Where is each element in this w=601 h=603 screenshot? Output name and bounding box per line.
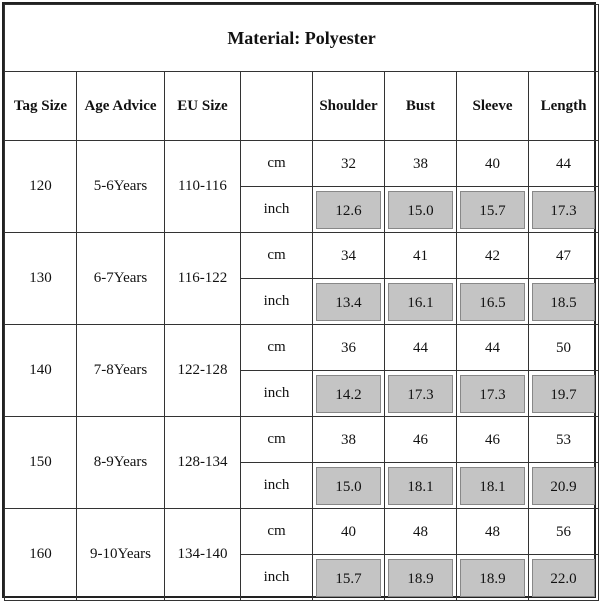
inch-value: 14.2 [316, 375, 381, 413]
cm-value: 48 [413, 523, 428, 540]
unit-cm-cell: cm [241, 141, 313, 187]
cm-value: 50 [556, 339, 572, 356]
header-age-advice: Age Advice [77, 72, 165, 141]
cm-value: 36 [341, 339, 356, 356]
header-sleeve: Sleeve [457, 72, 529, 141]
inch-value: 17.3 [460, 375, 525, 413]
cm-value: 47 [556, 247, 572, 264]
cm-value-cell [457, 509, 529, 555]
inch-value: 12.6 [316, 191, 381, 229]
unit-inch-cell: inch [241, 371, 313, 417]
cm-value: 41 [413, 247, 428, 264]
eu-size-cell: 128-134 [165, 417, 241, 509]
header-bust: Bust [385, 72, 457, 141]
cm-value-cell [385, 233, 457, 279]
unit-inch-cell: inch [241, 187, 313, 233]
tag-size-cell: 150 [5, 417, 77, 509]
table-row-cm [5, 325, 599, 371]
cm-value: 44 [556, 155, 572, 172]
header-shoulder: Shoulder [313, 72, 385, 141]
inch-value-cell [529, 555, 599, 601]
inch-value-cell [529, 371, 599, 417]
table-row-cm [5, 141, 599, 187]
inch-value-cell [313, 463, 385, 509]
tag-size-cell: 160 [5, 509, 77, 601]
table-title: Material: Polyester [5, 5, 599, 72]
inch-value-cell [385, 279, 457, 325]
inch-value: 15.0 [316, 467, 381, 505]
header-length: Length [529, 72, 599, 141]
cm-value-cell [313, 325, 385, 371]
eu-size-cell: 116-122 [165, 233, 241, 325]
inch-value-cell [457, 371, 529, 417]
inch-value-cell [529, 187, 599, 233]
inch-value-cell [385, 463, 457, 509]
table-row-cm [5, 233, 599, 279]
unit-cm-cell: cm [241, 509, 313, 555]
cm-value-cell [385, 325, 457, 371]
cm-value-cell [313, 417, 385, 463]
cm-value-cell [457, 233, 529, 279]
inch-value: 15.0 [388, 191, 453, 229]
cm-value: 46 [485, 431, 500, 448]
size-chart [2, 2, 596, 598]
inch-value-cell [457, 555, 529, 601]
cm-value-cell [529, 325, 599, 371]
inch-value-cell [457, 187, 529, 233]
cm-value: 46 [413, 431, 428, 448]
inch-value: 13.4 [316, 283, 381, 321]
cm-value: 44 [413, 339, 428, 356]
unit-cm-cell: cm [241, 233, 313, 279]
inch-value: 15.7 [460, 191, 525, 229]
cm-value-cell [385, 141, 457, 187]
cm-value: 40 [341, 523, 356, 540]
cm-value-cell [529, 417, 599, 463]
inch-value: 19.7 [532, 375, 595, 413]
cm-value-cell [385, 509, 457, 555]
unit-inch-cell: inch [241, 463, 313, 509]
header-unit [241, 72, 313, 141]
cm-value: 56 [556, 523, 572, 540]
cm-value: 40 [485, 155, 500, 172]
cm-value-cell [385, 417, 457, 463]
inch-value-cell [529, 463, 599, 509]
inch-value-cell [529, 279, 599, 325]
inch-value-cell [457, 279, 529, 325]
cm-value-cell [529, 233, 599, 279]
cm-value: 38 [413, 155, 428, 172]
cm-value-cell [313, 509, 385, 555]
cm-value-cell [529, 509, 599, 555]
inch-value: 17.3 [388, 375, 453, 413]
inch-value: 15.7 [316, 559, 381, 597]
cm-value: 44 [485, 339, 500, 356]
tag-size-cell: 120 [5, 141, 77, 233]
inch-value: 20.9 [532, 467, 595, 505]
unit-inch-cell: inch [241, 279, 313, 325]
age-advice-cell: 6-7Years [77, 233, 165, 325]
table-row-cm [5, 417, 599, 463]
age-advice-cell: 8-9Years [77, 417, 165, 509]
header-eu-size: EU Size [165, 72, 241, 141]
size-table [4, 4, 599, 601]
inch-value: 16.1 [388, 283, 453, 321]
tag-size-cell: 140 [5, 325, 77, 417]
inch-value: 18.1 [460, 467, 525, 505]
inch-value-cell [313, 555, 385, 601]
header-row [5, 72, 599, 141]
age-advice-cell: 9-10Years [77, 509, 165, 601]
inch-value: 22.0 [532, 559, 595, 597]
eu-size-cell: 134-140 [165, 509, 241, 601]
cm-value: 32 [341, 155, 356, 172]
cm-value-cell [457, 325, 529, 371]
inch-value-cell [313, 371, 385, 417]
header-tag-size: Tag Size [5, 72, 77, 141]
unit-cm-cell: cm [241, 325, 313, 371]
inch-value-cell [385, 371, 457, 417]
inch-value-cell [385, 187, 457, 233]
inch-value-cell [457, 463, 529, 509]
inch-value: 17.3 [532, 191, 595, 229]
cm-value-cell [457, 417, 529, 463]
inch-value-cell [313, 187, 385, 233]
cm-value: 38 [341, 431, 356, 448]
cm-value-cell [529, 141, 599, 187]
cm-value-cell [313, 233, 385, 279]
inch-value: 18.9 [388, 559, 453, 597]
cm-value: 42 [485, 247, 500, 264]
unit-cm-cell: cm [241, 417, 313, 463]
inch-value: 16.5 [460, 283, 525, 321]
age-advice-cell: 7-8Years [77, 325, 165, 417]
cm-value: 48 [485, 523, 500, 540]
inch-value: 18.5 [532, 283, 595, 321]
eu-size-cell: 110-116 [165, 141, 241, 233]
eu-size-cell: 122-128 [165, 325, 241, 417]
inch-value: 18.1 [388, 467, 453, 505]
cm-value-cell [457, 141, 529, 187]
table-row-cm [5, 509, 599, 555]
inch-value-cell [313, 279, 385, 325]
tag-size-cell: 130 [5, 233, 77, 325]
age-advice-cell: 5-6Years [77, 141, 165, 233]
inch-value-cell [385, 555, 457, 601]
cm-value: 34 [341, 247, 356, 264]
cm-value-cell [313, 141, 385, 187]
cm-value: 53 [556, 431, 572, 448]
inch-value: 18.9 [460, 559, 525, 597]
unit-inch-cell: inch [241, 555, 313, 601]
